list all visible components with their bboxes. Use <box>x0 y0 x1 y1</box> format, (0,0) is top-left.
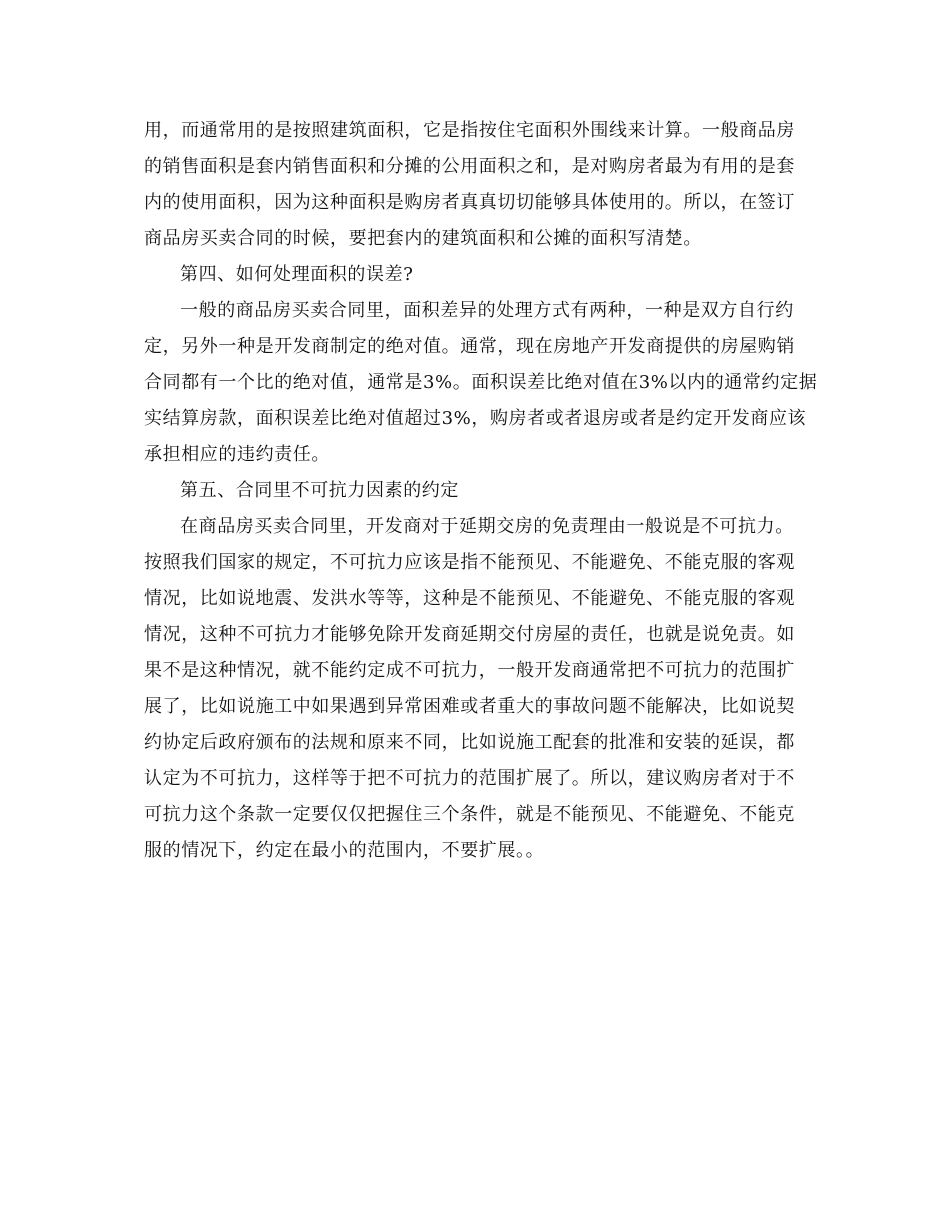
paragraph-line: 实结算房款，面积误差比绝对值超过3%，购房者或者退房或者是约定开发商应该 <box>144 408 807 429</box>
section-heading-5: 第五、合同里不可抗力因素的约定 <box>180 480 459 501</box>
paragraph-line: 约协定后政府颁布的法规和原来不同，比如说施工配套的批准和安装的延误，都 <box>144 732 795 753</box>
paragraph-line: 在商品房买卖合同里，开发商对于延期交房的免责理由一般说是不可抗力。 <box>180 516 794 537</box>
paragraph-line: 一般的商品房买卖合同里，面积差异的处理方式有两种，一种是双方自行约 <box>180 300 794 321</box>
paragraph-line: 认定为不可抗力，这样等于把不可抗力的范围扩展了。所以，建议购房者对于不 <box>144 768 795 789</box>
paragraph-line: 可抗力这个条款一定要仅仅把握住三个条件，就是不能预见、不能避免、不能克 <box>144 804 795 825</box>
paragraph-line: 定，另外一种是开发商制定的绝对值。通常，现在房地产开发商提供的房屋购销 <box>144 336 795 357</box>
paragraph-line: 展了，比如说施工中如果遇到异常困难或者重大的事故问题不能解决，比如说契 <box>144 696 795 717</box>
paragraph-line: 内的使用面积，因为这种面积是购房者真真切切能够具体使用的。所以，在签订 <box>144 192 795 213</box>
paragraph-line: 情况，比如说地震、发洪水等等，这种是不能预见、不能避免、不能克服的客观 <box>144 588 795 609</box>
section-heading-4: 第四、如何处理面积的误差? <box>180 264 414 285</box>
paragraph-line: 合同都有一个比的绝对值，通常是3%。面积误差比绝对值在3%以内的通常约定据 <box>144 372 818 393</box>
paragraph-line: 按照我们国家的规定，不可抗力应该是指不能预见、不能避免、不能克服的客观 <box>144 552 795 573</box>
document-body <box>144 113 816 869</box>
paragraph-line: 用，而通常用的是按照建筑面积，它是指按住宅面积外围线来计算。一般商品房 <box>144 120 795 141</box>
paragraph-line: 承担相应的违约责任。 <box>144 444 330 465</box>
paragraph-line: 的销售面积是套内销售面积和分摊的公用面积之和，是对购房者最为有用的是套 <box>144 156 795 177</box>
paragraph-line: 服的情况下，约定在最小的范围内，不要扩展。。 <box>144 840 545 861</box>
paragraph-line: 情况，这种不可抗力才能够免除开发商延期交付房屋的责任，也就是说免责。如 <box>144 624 795 645</box>
paragraph-line: 果不是这种情况，就不能约定成不可抗力，一般开发商通常把不可抗力的范围扩 <box>144 660 795 681</box>
paragraph-line: 商品房买卖合同的时候，要把套内的建筑面积和公摊的面积写清楚。 <box>144 228 702 249</box>
